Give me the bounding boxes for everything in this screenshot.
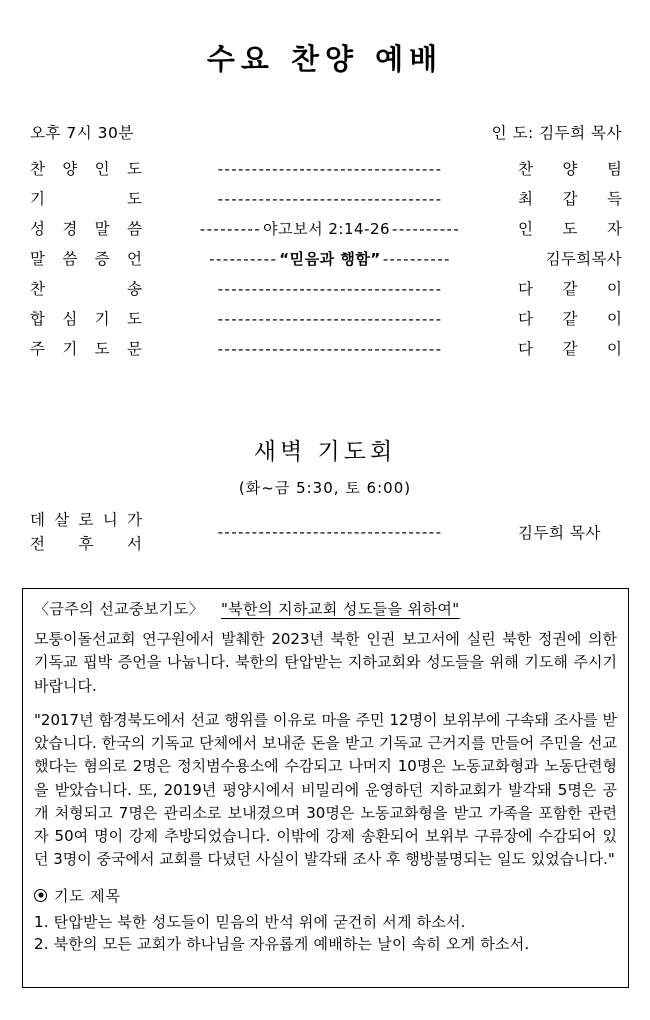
order-row (30, 157, 622, 187)
order-row (30, 217, 622, 247)
order-row-dots: --------------------------------- (217, 339, 443, 358)
order-row-dots: --------- 야고보서 2:14-26 ---------- (199, 219, 461, 238)
mission-header-title: "북한의 지하교회 성도들을 위하여" (220, 600, 460, 618)
prayer-topic-item: 2. 북한의 모든 교회가 하나님을 자유롭게 예배하는 날이 속히 오게 하소서. (34, 935, 530, 953)
bullseye-icon (34, 889, 47, 902)
order-of-service-list (0, 157, 650, 367)
order-row-label: 찬 송 (30, 279, 142, 298)
mission-header-tag: 〈금주의 선교중보기도〉 (34, 600, 204, 618)
dawn-prayer-book (30, 508, 142, 556)
service-leader: 인 도: 김두희 목사 (491, 123, 622, 142)
order-row-label: 기 도 (30, 189, 142, 208)
prayer-topics-heading (34, 885, 617, 906)
dawn-prayer-row (0, 508, 650, 556)
order-row-person: 최 갑 득 (518, 189, 622, 208)
order-row-person: 김두희목사 (545, 249, 622, 268)
order-row-dots: --------------------------------- (217, 279, 443, 298)
order-row-dots: ---------- “믿음과 행함” ---------- (209, 249, 451, 268)
mission-box-header (34, 598, 617, 619)
prayer-topic-item: 1. 탄압받는 북한 성도들이 믿음의 반석 위에 굳건히 서게 하소서. (34, 912, 466, 931)
order-row-detail: “믿음과 행함” (279, 249, 381, 268)
order-row-label: 주 기 도 문 (30, 339, 142, 358)
dawn-prayer-section (0, 439, 650, 557)
order-row (30, 187, 622, 217)
order-row-dots: --------------------------------- (217, 189, 443, 208)
dawn-prayer-title: 새벽 기도회 (253, 438, 397, 465)
order-row (30, 277, 622, 307)
order-row-detail: 야고보서 2:14-26 (263, 219, 391, 238)
order-row-person: 인 도 자 (518, 219, 622, 238)
dawn-prayer-subtitle: (화~금 5:30, 토 6:00) (238, 479, 412, 498)
mission-paragraph-testimony: "2017년 함경북도에서 선교 행위를 이유로 마을 주민 12명이 보위부에 구속돼 조사를 받았습니다. 한국의 기독교 단체에서 보내준 돈을 받고 기독교 근거지를 만들어 주민을 선교했다는 혐의로 2명은 정치범수용소에 수감되고 나머지 10명은 노동교화형과 노동단련형을 받았습니다. 또, 2019년 평양시에서 비밀리에 운영하던 지하교회가 발각돼 5명은 공개 처형되고 7명은 관리소로 보내졌으며 30명은 노동교화형을 받고 가족을 포함한 관련자 50여 명이 강제 추방되었습니다. 이밖에 강제 송환되어 보위부 구류장에 수감되어 있던 3명이 중국에서 교회를 다녔던 사실이 발각돼 조사 후 행방불명되는 일도 있었습니다." (34, 710, 617, 869)
order-row-label: 성 경 말 씀 (30, 219, 142, 238)
order-row-label: 합 심 기 도 (30, 309, 142, 328)
dawn-leader-dots: --------------------------------- (217, 523, 443, 542)
mission-paragraph-intro: 모퉁이돌선교회 연구원에서 발췌한 2023년 북한 인권 보고서에 실린 북한 정권에 의한 기독교 핍박 증언을 나눕니다. 북한의 탄압받는 지하교회와 성도들을 위해 기도해 주시기 바랍니다. (34, 630, 617, 695)
order-row (30, 307, 622, 337)
order-row-person: 다 같 이 (518, 309, 622, 328)
dawn-book-line-1: 데 살 로 니 가 (30, 511, 142, 530)
order-row (30, 337, 622, 367)
service-time: 오후 7시 30분 (30, 123, 134, 142)
service-meta-row (0, 121, 650, 143)
prayer-topics-list (34, 911, 617, 956)
order-row-dots: --------------------------------- (217, 309, 443, 328)
mission-prayer-box (22, 588, 629, 988)
page-title: 수요 찬양 예배 (206, 42, 444, 76)
prayer-topics-label: 기도 제목 (54, 886, 121, 905)
order-row (30, 247, 622, 277)
dawn-prayer-person: 김두희 목사 (518, 524, 601, 543)
order-row-person: 다 같 이 (518, 339, 622, 358)
order-row-person: 찬 양 팀 (518, 159, 622, 178)
order-row-label: 찬 양 인 도 (30, 159, 142, 178)
order-row-label: 말 씀 증 언 (30, 249, 142, 268)
order-row-dots: --------------------------------- (217, 159, 443, 178)
order-row-person: 다 같 이 (518, 279, 622, 298)
dawn-book-line-2: 전 후 서 (30, 535, 142, 554)
